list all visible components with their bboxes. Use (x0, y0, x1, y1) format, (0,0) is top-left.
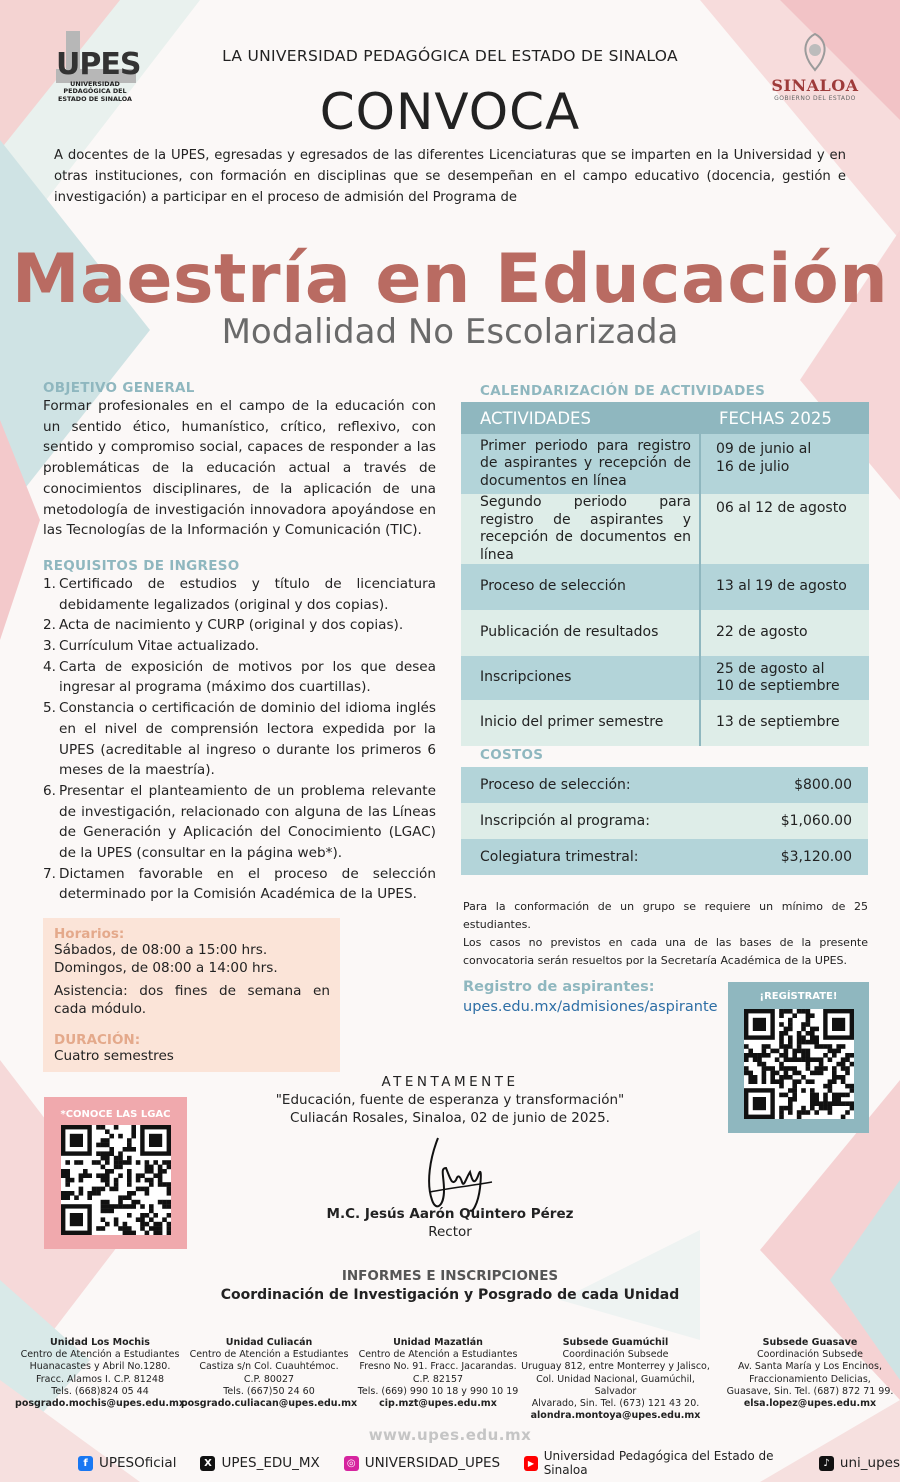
requirement-item: 4. Carta de exposición de motivos por los que desea ingresar al programa (máximo dos cuartillas). (43, 658, 436, 696)
lgac-qr-box[interactable] (44, 1097, 187, 1249)
costs-heading: COSTOS (480, 747, 544, 763)
cost-label: Proceso de selección: (461, 767, 729, 803)
calendar-activity: Inicio del primer semestre (461, 700, 700, 746)
unit-card: Unidad Los Mochis Centro de Atención a Estudiantes Huanacastes y Abril No.1280. Fracc. Alamos I. C.P. 81248 Tels. (668)824 05 44 posgrado.mochis@upes.edu.mx (15, 1337, 185, 1410)
calendar-activity: Primer periodo para registro de aspirantes y recepción de documentos en línea (461, 434, 700, 494)
website-link[interactable]: www.upes.edu.mx (368, 1426, 532, 1444)
youtube-icon: ▶ (524, 1456, 538, 1471)
schedule-attendance: Asistencia: dos fines de semana en cada módulo. (54, 983, 330, 1017)
rector-name: M.C. Jesús Aarón Quintero Pérez (326, 1206, 574, 1222)
rector-title: Rector (428, 1224, 472, 1240)
cost-label: Colegiatura trimestral: (461, 839, 729, 875)
x-icon: X (200, 1456, 215, 1471)
objective-heading: OBJETIVO GENERAL (43, 380, 195, 396)
requirements-list (43, 574, 436, 905)
calendar-row (461, 434, 869, 494)
unit-card: Unidad Mazatlán Centro de Atención a Estudiantes Fresno No. 91. Fracc. Jacarandas. C.P. 82157 Tels. (669) 990 10 18 y 990 10 19 cip.mzt@upes.edu.mx (357, 1337, 519, 1410)
calendar-date: 13 de septiembre (700, 700, 869, 746)
requirement-item: 6. Presentar el planteamiento de un problema relevante de investigación, relacionado con alguna de las Líneas de Generación y Aplicación del Conocimiento (LGAC) de la UPES (consultar en la página web*). (43, 782, 436, 862)
schedule-box (43, 918, 340, 1072)
social-youtube[interactable]: ▶ Universidad Pedagógica del Estado de Sinaloa (524, 1449, 795, 1477)
social-bar (78, 1449, 900, 1477)
requirements-heading: REQUISITOS DE INGRESO (43, 557, 240, 574)
duration-value: Cuatro semestres (54, 1048, 174, 1064)
cost-value: $1,060.00 (729, 803, 868, 839)
register-qr-box[interactable] (728, 982, 869, 1133)
calendar-row (461, 494, 869, 564)
social-tiktok[interactable]: ♪ uni_upes (819, 1455, 900, 1471)
unit-card: Subsede Guasave Coordinación Subsede Av. Santa María y Los Encinos, Fraccionamiento Delicias, Guasave, Sin. Tel. (687) 872 71 99. elsa.lopez@upes.edu.mx (726, 1337, 894, 1410)
calendar-col-dates: FECHAS 2025 (700, 402, 869, 434)
note-unforeseen: Los casos no previstos en cada una de las bases de la presente convocatoria serán resueltos por la Secretaría Académica de la UPES. (463, 936, 868, 967)
sinaloa-gov-sub: GOBIERNO DEL ESTADO (774, 95, 856, 102)
calendar-activity: Segundo periodo para registro de aspirantes y recepción de documentos en línea (461, 494, 700, 564)
lgac-label: *CONOCE LAS LGAC (60, 1109, 171, 1120)
cost-value: $800.00 (729, 767, 868, 803)
place-date: Culiacán Rosales, Sinaloa, 02 de junio de 2025. (290, 1110, 610, 1126)
calendar-date: 25 de agosto al 10 de septiembre (700, 656, 869, 700)
objective-text: Formar profesionales en el campo de la educación con un sentido ético, humanístico, crítico, reflexivo, con sentido y compromiso social, capaces de responder a las problemáticas de la educación actual a través de conocimientos disciplinares, de la aplicación de una metodología de investigación innovadora apoyándose en las Tecnologías de la Información y Comunicación (TIC). (43, 398, 436, 539)
cost-row (461, 767, 868, 803)
atentamente: ATENTAMENTE (381, 1074, 519, 1090)
convoca-heading: CONVOCA (319, 83, 581, 141)
requirement-item: 2. Acta de nacimiento y CURP (original y dos copias). (43, 617, 404, 634)
calendar-date: 13 al 19 de agosto (700, 564, 869, 610)
calendar-row (461, 564, 869, 610)
left-column (43, 380, 436, 905)
calendar-date: 22 de agosto (700, 610, 869, 656)
calendar-activity: Publicación de resultados (461, 610, 700, 656)
instagram-icon: ◎ (344, 1456, 359, 1471)
calendar-row (461, 656, 869, 700)
schedule-sunday: Domingos, de 08:00 a 14:00 hrs. (54, 959, 278, 976)
calendar-header-row (461, 402, 869, 434)
cost-row (461, 803, 868, 839)
signature-block (250, 1073, 650, 1127)
social-x[interactable]: X UPES_EDU_MX (200, 1455, 319, 1471)
university-line: LA UNIVERSIDAD PEDAGÓGICA DEL ESTADO DE SINALOA (222, 47, 678, 65)
calendar-date: 06 al 12 de agosto (700, 494, 869, 564)
facebook-icon: f (78, 1456, 93, 1471)
upes-logo-text: UPES (56, 47, 141, 82)
rector-signature (400, 1128, 500, 1218)
calendar-row (461, 610, 869, 656)
register-qr-code[interactable] (744, 1009, 854, 1119)
sinaloa-gov-name: SINALOA (771, 76, 859, 95)
requirement-item: 3. Currículum Vitae actualizado. (43, 638, 260, 655)
social-instagram[interactable]: ◎ UNIVERSIDAD_UPES (344, 1455, 500, 1471)
schedule-heading: Horarios: (54, 926, 125, 942)
unit-card: Subsede Guamúchil Coordinación Subsede Uruguay 812, entre Monterrey y Jalisco, Col. Unidad Nacional, Guamúchil, Salvador Alvarado, Sin. Tel. (673) 121 43 20. alondra.montoya@upes.edu.mx (521, 1337, 710, 1422)
calendar-activity: Proceso de selección (461, 564, 700, 610)
program-title: Maestría en Educación (11, 240, 889, 319)
tiktok-icon: ♪ (819, 1456, 834, 1471)
calendar-table (461, 402, 869, 746)
registration-label: Registro de aspirantes: (463, 979, 655, 995)
cost-row (461, 839, 868, 875)
social-facebook[interactable]: f UPESOficial (78, 1455, 176, 1471)
lgac-qr-code[interactable] (61, 1125, 171, 1235)
requirement-item: 5. Constancia o certificación de dominio del idioma inglés en el nivel de comprensión lectora expedida por la UPES (acreditable al ingreso o durante los primeros 6 meses de la maestría). (43, 700, 436, 779)
unit-card: Unidad Culiacán Centro de Atención a Estudiantes Castiza s/n Col. Cuauhtémoc. C.P. 80027 Tels. (667)50 24 60 posgrado.culiacan@upes.edu.mx (180, 1337, 358, 1410)
registration-link[interactable]: upes.edu.mx/admisiones/aspirante (463, 999, 718, 1015)
calendar-date: 09 de junio al 16 de julio (700, 434, 869, 494)
motto: "Educación, fuente de esperanza y transformación" (275, 1092, 625, 1108)
calendar-col-activities: ACTIVIDADES (461, 402, 700, 434)
register-label: ¡REGÍSTRATE! (759, 991, 838, 1002)
schedule-saturday: Sábados, de 08:00 a 15:00 hrs. (54, 942, 268, 958)
costs-table (461, 767, 868, 875)
cost-value: $3,120.00 (729, 839, 868, 875)
program-subtitle: Modalidad No Escolarizada (221, 312, 679, 352)
info-subheading: Coordinación de Investigación y Posgrado de cada Unidad (220, 1287, 680, 1303)
calendar-heading: CALENDARIZACIÓN DE ACTIVIDADES (480, 383, 766, 399)
requirement-item: 7. Dictamen favorable en el proceso de selección determinado por la Comisión Académica de la UPES. (43, 865, 436, 903)
info-heading: INFORMES E INSCRIPCIONES (341, 1268, 559, 1284)
duration-heading: DURACIÓN: (54, 1032, 141, 1048)
cost-label: Inscripción al programa: (461, 803, 729, 839)
intro-paragraph: A docentes de la UPES, egresadas y egresados de las diferentes Licenciaturas que se imparten en la Universidad y en otras instituciones, con formación en disciplinas que se desempeñan en el campo educativo (docencia, gestión e investigación) a participar en el proceso de admisión del Programa de (54, 148, 846, 205)
calendar-row (461, 700, 869, 746)
upes-logo-subtitle: UNIVERSIDAD PEDAGÓGICA DEL ESTADO DE SINALOA (58, 80, 132, 103)
requirement-item: 1. Certificado de estudios y título de licenciatura debidamente legalizados (original y dos copias). (43, 575, 436, 613)
notes (463, 898, 868, 970)
note-min-students: Para la conformación de un grupo se requiere un mínimo de 25 estudiantes. (463, 900, 868, 931)
calendar-activity: Inscripciones (461, 656, 700, 700)
